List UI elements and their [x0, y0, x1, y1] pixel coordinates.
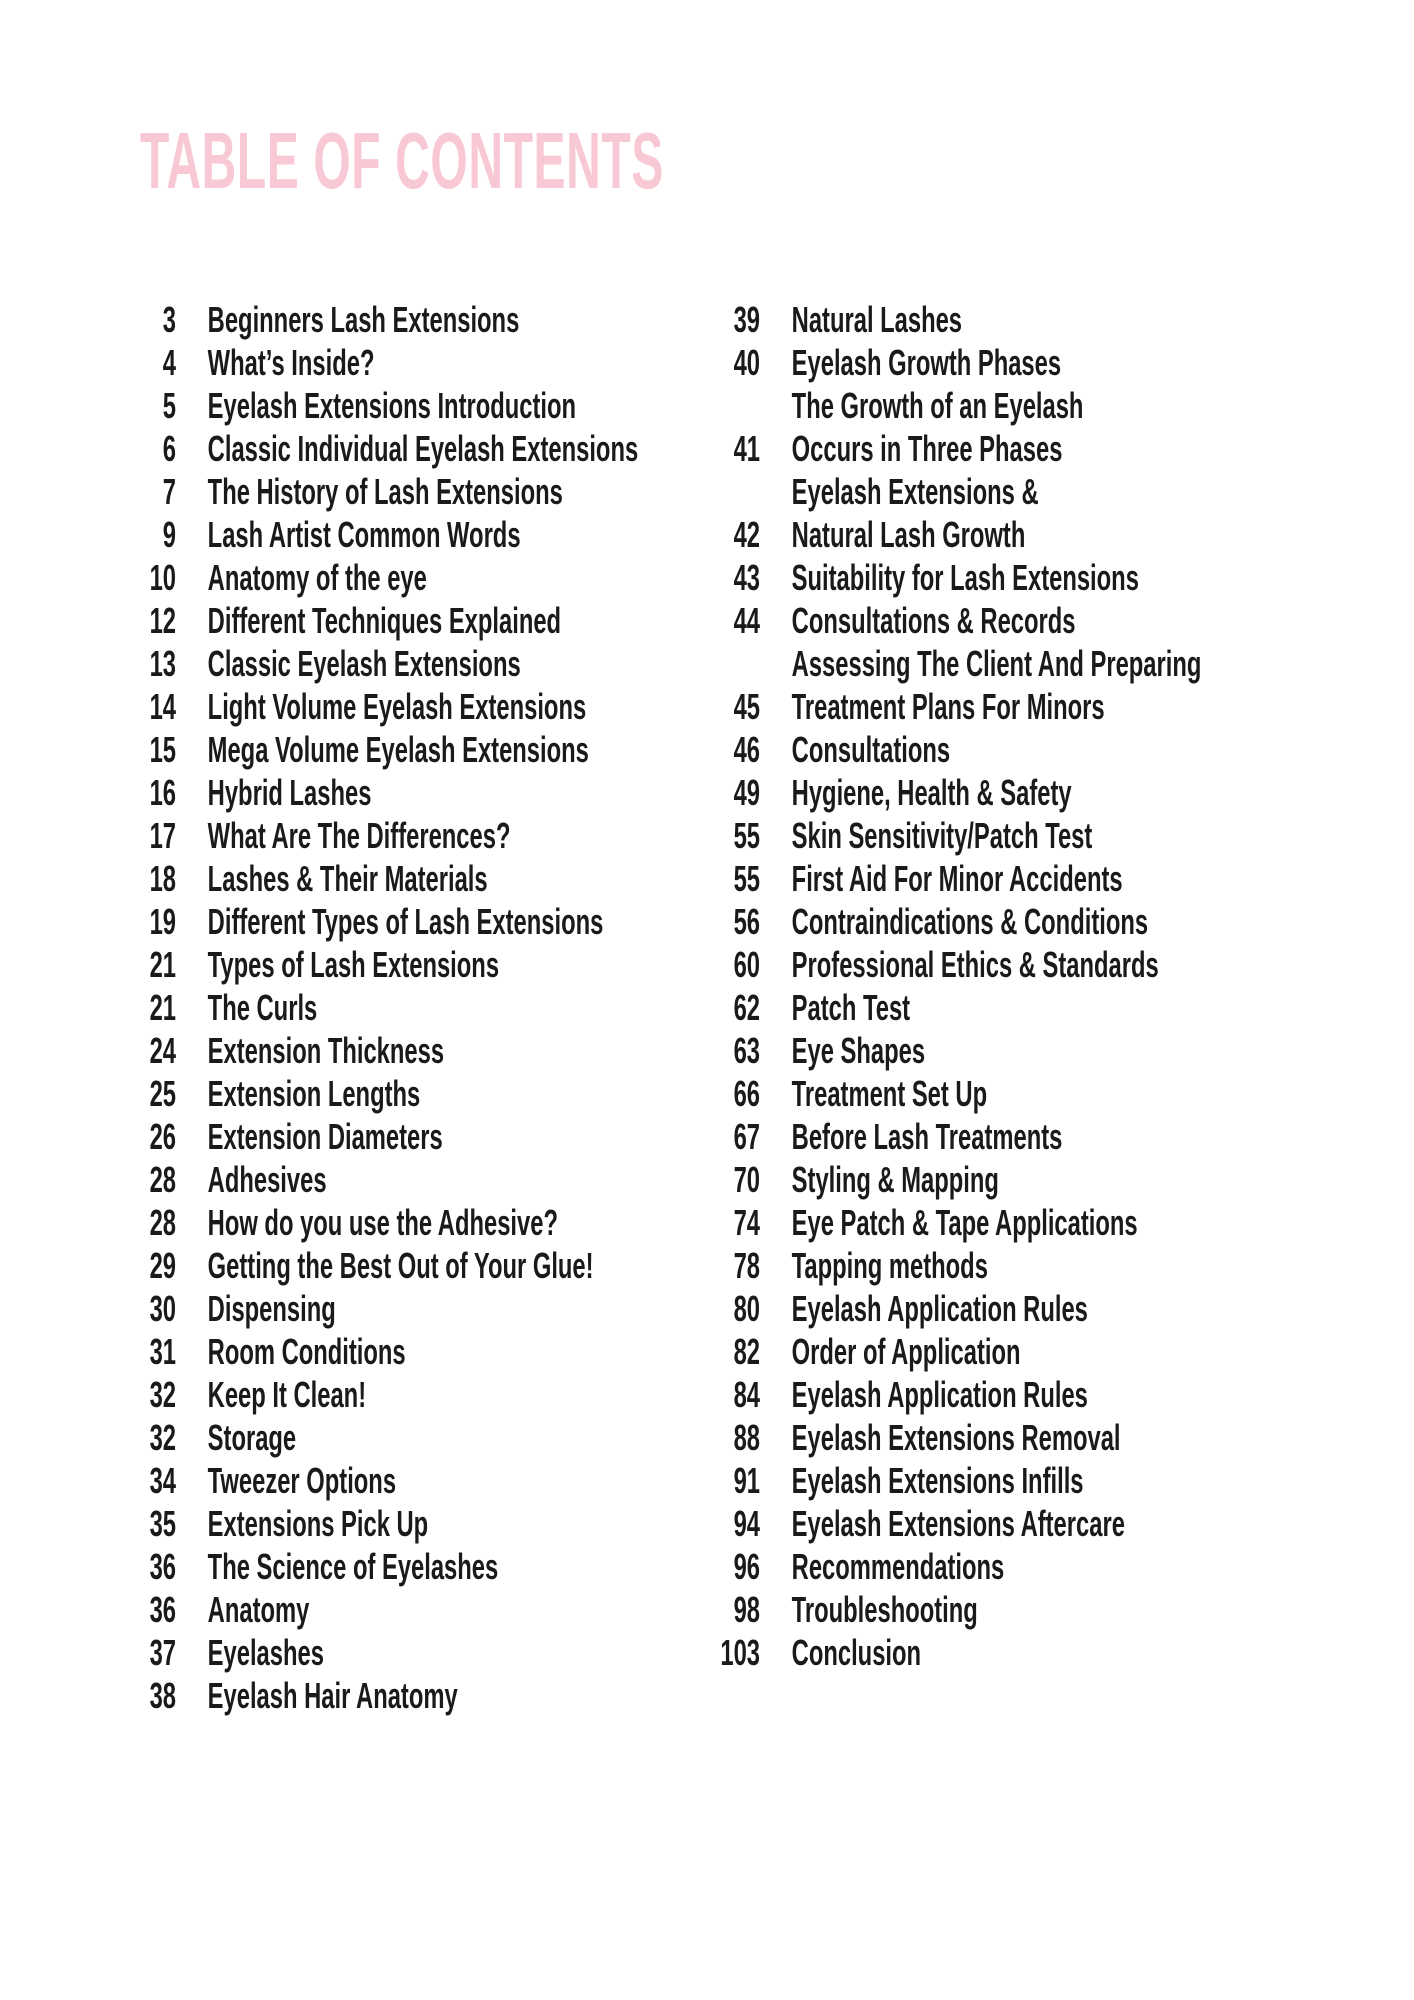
- toc-entry: [110, 1545, 770, 1588]
- toc-entry: [694, 556, 1354, 599]
- toc-entry: [694, 1631, 1354, 1674]
- toc-page-number: 38: [149, 1675, 176, 1716]
- toc-page-number: 91: [733, 1460, 760, 1501]
- toc-entry: [110, 943, 770, 986]
- toc-page-number: 35: [149, 1503, 176, 1544]
- toc-entry-title: Suitability for Lash Extensions: [791, 557, 1139, 598]
- toc-page-number: 96: [733, 1546, 760, 1587]
- toc-page-number: 66: [733, 1073, 760, 1114]
- toc-entry: [110, 857, 770, 900]
- toc-page-number: 18: [149, 858, 176, 899]
- toc-entry: [110, 642, 770, 685]
- toc-entry: [694, 341, 1354, 384]
- toc-entry-title: Eyelash Hair Anatomy: [207, 1675, 458, 1716]
- toc-page-number: 37: [149, 1632, 176, 1673]
- toc-entry-title: Natural Lashes: [791, 299, 963, 340]
- toc-entry-title: Before Lash Treatments: [791, 1116, 1063, 1157]
- toc-entry-title: How do you use the Adhesive?: [207, 1202, 558, 1243]
- toc-page-number: 43: [733, 557, 760, 598]
- toc-entry-title: Consultations: [791, 729, 951, 770]
- toc-entry-title: Eyelash Application Rules: [791, 1374, 1088, 1415]
- toc-entry-title: Assessing The Client And Preparing: [791, 643, 1202, 684]
- toc-entry: [694, 943, 1354, 986]
- toc-entry-title: What Are The Differences?: [207, 815, 511, 856]
- toc-entry-title: Storage: [207, 1417, 297, 1458]
- toc-entry-title: Room Conditions: [207, 1331, 406, 1372]
- toc-entry: [110, 771, 770, 814]
- toc-page-number: 82: [733, 1331, 760, 1372]
- toc-entry: [110, 1373, 770, 1416]
- toc-page-number: 40: [733, 342, 760, 383]
- toc-entry-title: Tweezer Options: [207, 1460, 397, 1501]
- toc-entry: [694, 986, 1354, 1029]
- toc-entry-title: Different Types of Lash Extensions: [207, 901, 604, 942]
- toc-entry-title: Getting the Best Out of Your Glue!: [207, 1245, 594, 1286]
- toc-page-number: 14: [149, 686, 176, 727]
- toc-entry-title: Hygiene, Health & Safety: [791, 772, 1072, 813]
- toc-entry: [110, 900, 770, 943]
- toc-entry-title: The Science of Eyelashes: [207, 1546, 499, 1587]
- toc-page-number: 55: [733, 858, 760, 899]
- toc-entry-title: Professional Ethics & Standards: [791, 944, 1159, 985]
- toc-entry: [694, 1072, 1354, 1115]
- toc-entry-title: Hybrid Lashes: [207, 772, 372, 813]
- toc-page-number: 94: [733, 1503, 760, 1544]
- toc-page-number: 67: [733, 1116, 760, 1157]
- toc-entry-title: Lashes & Their Materials: [207, 858, 488, 899]
- toc-entry-title: Tapping methods: [791, 1245, 988, 1286]
- toc-entry: [694, 1502, 1354, 1545]
- toc-entry: [110, 1330, 770, 1373]
- toc-page-number: 26: [149, 1116, 176, 1157]
- toc-entry: [694, 1330, 1354, 1373]
- toc-entry: [110, 1588, 770, 1631]
- toc-entry-title: Eye Patch & Tape Applications: [791, 1202, 1138, 1243]
- toc-page-number: 4: [162, 342, 176, 383]
- toc-entry: [694, 1373, 1354, 1416]
- toc-entry-title: Eyelash Extensions &: [791, 471, 1039, 512]
- toc-entry: [694, 1029, 1354, 1072]
- toc-entry-title: Keep It Clean!: [207, 1374, 367, 1415]
- toc-entry-title: Adhesives: [207, 1159, 327, 1200]
- toc-entry: [694, 384, 1354, 427]
- toc-page-number: 70: [733, 1159, 760, 1200]
- toc-entry-title: Treatment Plans For Minors: [791, 686, 1105, 727]
- toc-page-number: 25: [149, 1073, 176, 1114]
- toc-entry-title: The History of Lash Extensions: [207, 471, 563, 512]
- toc-entry: [694, 1287, 1354, 1330]
- toc-entry: [110, 1244, 770, 1287]
- toc-page-number: 17: [149, 815, 176, 856]
- toc-page-number: 103: [720, 1632, 760, 1673]
- toc-entry-title: Beginners Lash Extensions: [207, 299, 520, 340]
- toc-entry-title: Classic Individual Eyelash Extensions: [207, 428, 639, 469]
- toc-column-left: [110, 298, 770, 1717]
- toc-entry: [694, 1244, 1354, 1287]
- toc-entry: [694, 1588, 1354, 1631]
- toc-entry: [110, 384, 770, 427]
- toc-page-number: 39: [733, 299, 760, 340]
- toc-page-number: 60: [733, 944, 760, 985]
- toc-entry-title: Consultations & Records: [791, 600, 1076, 641]
- toc-page-number: 21: [149, 987, 176, 1028]
- toc-entry-title: Treatment Set Up: [791, 1073, 988, 1114]
- toc-entry: [110, 298, 770, 341]
- toc-entry: [694, 1158, 1354, 1201]
- toc-entry: [694, 470, 1354, 513]
- toc-page-number: 29: [149, 1245, 176, 1286]
- toc-entry-title: Patch Test: [791, 987, 911, 1028]
- toc-page-number: 5: [162, 385, 176, 426]
- toc-page-number: 45: [733, 686, 760, 727]
- toc-entry: [694, 642, 1354, 685]
- toc-page-number: 15: [149, 729, 176, 770]
- toc-entry-title: Skin Sensitivity/Patch Test: [791, 815, 1093, 856]
- toc-entry-title: Eyelash Extensions Introduction: [207, 385, 577, 426]
- toc-entry-title: Eyelash Extensions Aftercare: [791, 1503, 1125, 1544]
- toc-page-number: 80: [733, 1288, 760, 1329]
- toc-entry-title: Styling & Mapping: [791, 1159, 999, 1200]
- toc-entry-title: Order of Application: [791, 1331, 1021, 1372]
- toc-page-number: 44: [733, 600, 760, 641]
- toc-page-number: 42: [733, 514, 760, 555]
- toc-page-number: 16: [149, 772, 176, 813]
- toc-page-number: 63: [733, 1030, 760, 1071]
- toc-page-number: 36: [149, 1589, 176, 1630]
- toc-entry: [110, 1158, 770, 1201]
- toc-entry-title: Conclusion: [791, 1632, 922, 1673]
- toc-page-number: 32: [149, 1374, 176, 1415]
- toc-page-number: 98: [733, 1589, 760, 1630]
- toc-page-number: 3: [162, 299, 176, 340]
- toc-entry: [694, 513, 1354, 556]
- toc-entry: [694, 900, 1354, 943]
- toc-page-number: 12: [149, 600, 176, 641]
- toc-page-number: 88: [733, 1417, 760, 1458]
- toc-entry: [694, 1545, 1354, 1588]
- page-title: TABLE OF CONTENTS: [140, 116, 664, 205]
- toc-page-number: 19: [149, 901, 176, 942]
- toc-entry-title: Eyelash Growth Phases: [791, 342, 1062, 383]
- toc-entry-title: Eyelash Application Rules: [791, 1288, 1088, 1329]
- toc-entry: [110, 685, 770, 728]
- toc-entry: [110, 1502, 770, 1545]
- toc-page-number: 55: [733, 815, 760, 856]
- toc-entry-title: Eyelashes: [207, 1632, 324, 1673]
- toc-entry: [110, 341, 770, 384]
- toc-page-number: 31: [149, 1331, 176, 1372]
- toc-page-number: 7: [162, 471, 176, 512]
- toc-entry: [110, 556, 770, 599]
- toc-entry-title: What’s Inside?: [207, 342, 375, 383]
- toc-entry: [110, 513, 770, 556]
- toc-entry-title: Eyelash Extensions Infills: [791, 1460, 1084, 1501]
- toc-page-number: 78: [733, 1245, 760, 1286]
- toc-entry-title: Troubleshooting: [791, 1589, 978, 1630]
- toc-page-number: 24: [149, 1030, 176, 1071]
- toc-entry: [110, 1674, 770, 1717]
- toc-page-number: 74: [733, 1202, 760, 1243]
- toc-entry-title: Natural Lash Growth: [791, 514, 1026, 555]
- toc-entry: [110, 1115, 770, 1158]
- toc-entry-title: Types of Lash Extensions: [207, 944, 500, 985]
- toc-entry-title: Light Volume Eyelash Extensions: [207, 686, 587, 727]
- toc-page-number: 41: [733, 428, 760, 469]
- toc-page-number: 84: [733, 1374, 760, 1415]
- toc-entry: [110, 1201, 770, 1244]
- toc-entry: [694, 814, 1354, 857]
- toc-entry: [694, 728, 1354, 771]
- toc-entry-title: Extension Lengths: [207, 1073, 421, 1114]
- toc-entry: [110, 599, 770, 642]
- toc-entry: [110, 1072, 770, 1115]
- toc-page-number: 9: [162, 514, 176, 555]
- toc-entry: [694, 427, 1354, 470]
- toc-page-number: 30: [149, 1288, 176, 1329]
- toc-entry: [110, 1287, 770, 1330]
- toc-page-number: 49: [733, 772, 760, 813]
- toc-page-number: 10: [149, 557, 176, 598]
- toc-page-number: 6: [162, 428, 176, 469]
- toc-entry-title: Eyelash Extensions Removal: [791, 1417, 1121, 1458]
- toc-entry-title: The Curls: [207, 987, 318, 1028]
- toc-entry: [110, 427, 770, 470]
- toc-page-number: 28: [149, 1159, 176, 1200]
- toc-entry: [694, 685, 1354, 728]
- toc-page-number: 62: [733, 987, 760, 1028]
- toc-entry-title: Different Techniques Explained: [207, 600, 562, 641]
- toc-entry-title: Dispensing: [207, 1288, 336, 1329]
- toc-page-number: 56: [733, 901, 760, 942]
- toc-page-number: 21: [149, 944, 176, 985]
- toc-entry-title: Lash Artist Common Words: [207, 514, 521, 555]
- toc-entry: [110, 728, 770, 771]
- toc-entry-title: Occurs in Three Phases: [791, 428, 1063, 469]
- toc-entry-title: First Aid For Minor Accidents: [791, 858, 1123, 899]
- toc-entry: [110, 1029, 770, 1072]
- toc-entry-title: Recommendations: [791, 1546, 1005, 1587]
- toc-entry: [694, 771, 1354, 814]
- toc-entry-title: Extensions Pick Up: [207, 1503, 429, 1544]
- toc-page-number: 46: [733, 729, 760, 770]
- toc-entry: [110, 1459, 770, 1502]
- toc-page-number: 13: [149, 643, 176, 684]
- toc-column-right: [694, 298, 1354, 1674]
- toc-entry-title: Contraindications & Conditions: [791, 901, 1149, 942]
- toc-entry-title: Mega Volume Eyelash Extensions: [207, 729, 589, 770]
- toc-entry: [694, 298, 1354, 341]
- toc-entry: [110, 1631, 770, 1674]
- toc-entry: [110, 470, 770, 513]
- toc-entry: [110, 1416, 770, 1459]
- toc-entry-title: Classic Eyelash Extensions: [207, 643, 521, 684]
- toc-entry: [110, 814, 770, 857]
- toc-entry: [694, 1201, 1354, 1244]
- toc-entry-title: Anatomy of the eye: [207, 557, 427, 598]
- toc-page-number: 28: [149, 1202, 176, 1243]
- toc-entry-title: Anatomy: [207, 1589, 310, 1630]
- toc-entry: [694, 1115, 1354, 1158]
- toc-entry: [694, 857, 1354, 900]
- toc-entry: [694, 599, 1354, 642]
- toc-entry: [694, 1416, 1354, 1459]
- toc-page-number: 36: [149, 1546, 176, 1587]
- toc-entry-title: The Growth of an Eyelash: [791, 385, 1084, 426]
- toc-entry: [110, 986, 770, 1029]
- toc-page-number: 32: [149, 1417, 176, 1458]
- toc-entry-title: Extension Thickness: [207, 1030, 445, 1071]
- toc-entry: [694, 1459, 1354, 1502]
- toc-entry-title: Extension Diameters: [207, 1116, 443, 1157]
- toc-entry-title: Eye Shapes: [791, 1030, 926, 1071]
- toc-page-number: 34: [149, 1460, 176, 1501]
